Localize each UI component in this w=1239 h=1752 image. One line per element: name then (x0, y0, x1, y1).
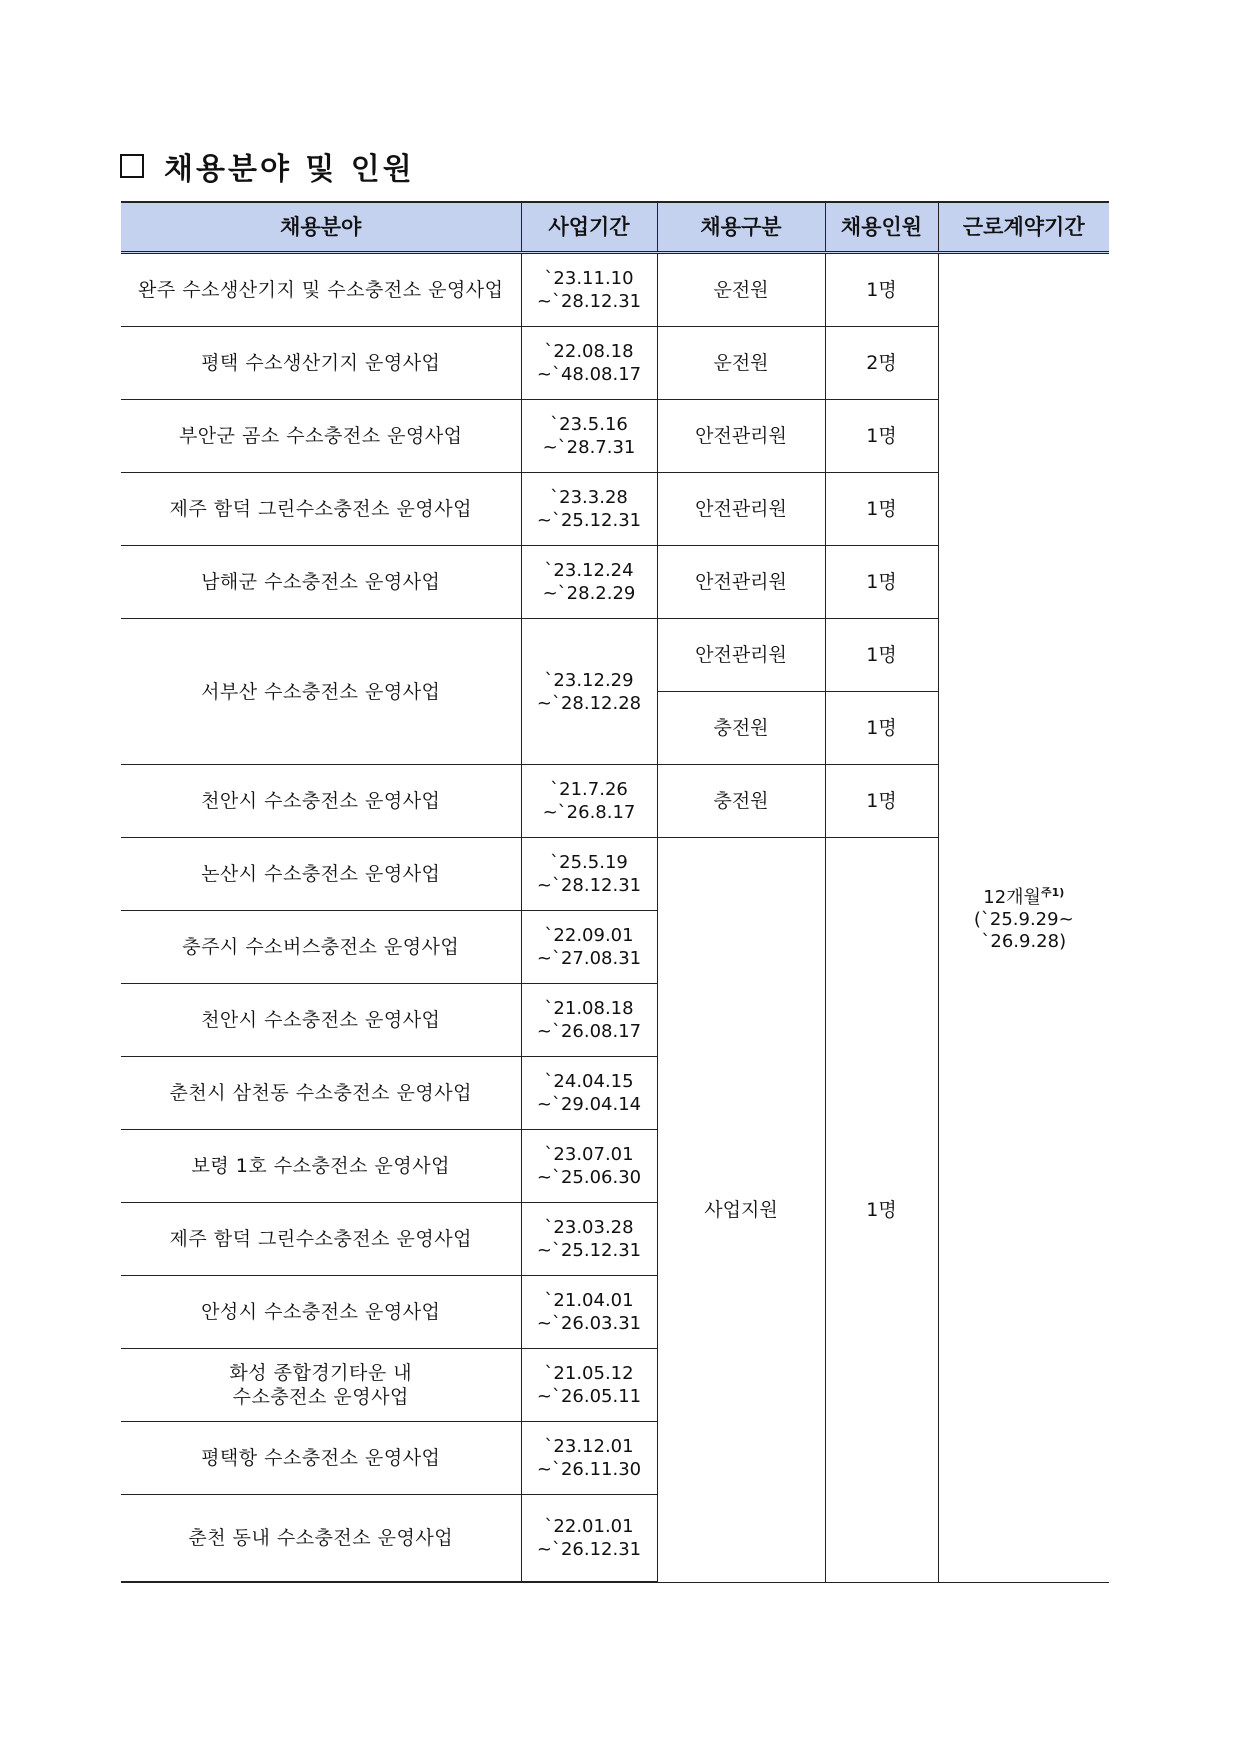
cell-field: 안성시 수소충전소 운영사업 (121, 1276, 521, 1349)
cell-type: 안전관리원 (657, 546, 825, 619)
cell-period: `23.12.29 ~`28.12.28 (521, 619, 657, 765)
cell-field: 화성 종합경기타운 내 수소충전소 운영사업 (121, 1349, 521, 1422)
header-period: 사업기간 (521, 202, 657, 253)
cell-type: 안전관리원 (657, 619, 825, 692)
section-title (120, 144, 415, 188)
cell-field: 천안시 수소충전소 운영사업 (121, 984, 521, 1057)
cell-field: 제주 함덕 그린수소충전소 운영사업 (121, 473, 521, 546)
cell-field: 논산시 수소충전소 운영사업 (121, 838, 521, 911)
cell-count: 1명 (825, 546, 938, 619)
header-contract-term: 근로계약기간 (938, 202, 1109, 253)
cell-field: 평택항 수소충전소 운영사업 (121, 1422, 521, 1495)
cell-period: `21.08.18 ~`26.08.17 (521, 984, 657, 1057)
cell-type: 충전원 (657, 765, 825, 838)
header-count: 채용인원 (825, 202, 938, 253)
cell-count: 2명 (825, 327, 938, 400)
cell-count: 1명 (825, 692, 938, 765)
cell-period: `23.03.28 ~`25.12.31 (521, 1203, 657, 1276)
cell-period: `23.12.24 ~`28.2.29 (521, 546, 657, 619)
cell-period: `21.05.12 ~`26.05.11 (521, 1349, 657, 1422)
cell-type: 운전원 (657, 327, 825, 400)
cell-type: 운전원 (657, 253, 825, 327)
cell-period: `22.09.01 ~`27.08.31 (521, 911, 657, 984)
cell-field: 충주시 수소버스충전소 운영사업 (121, 911, 521, 984)
cell-field: 천안시 수소충전소 운영사업 (121, 765, 521, 838)
cell-field: 평택 수소생산기지 운영사업 (121, 327, 521, 400)
checkbox-square-icon (120, 154, 144, 178)
cell-type-support: 사업지원 (657, 838, 825, 1583)
cell-period: `23.11.10 ~`28.12.31 (521, 253, 657, 327)
cell-type: 안전관리원 (657, 473, 825, 546)
table-header-row (121, 202, 1109, 253)
cell-period: `23.07.01 ~`25.06.30 (521, 1130, 657, 1203)
table-row (121, 253, 1109, 327)
cell-field: 부안군 곰소 수소충전소 운영사업 (121, 400, 521, 473)
cell-count: 1명 (825, 400, 938, 473)
cell-period: `22.01.01 ~`26.12.31 (521, 1495, 657, 1583)
cell-period: `21.04.01 ~`26.03.31 (521, 1276, 657, 1349)
cell-count: 1명 (825, 473, 938, 546)
cell-field: 춘천시 삼천동 수소충전소 운영사업 (121, 1057, 521, 1130)
cell-field: 남해군 수소충전소 운영사업 (121, 546, 521, 619)
cell-field: 춘천 동내 수소충전소 운영사업 (121, 1495, 521, 1583)
cell-field: 제주 함덕 그린수소충전소 운영사업 (121, 1203, 521, 1276)
cell-period: `25.5.19 ~`28.12.31 (521, 838, 657, 911)
cell-field: 완주 수소생산기지 및 수소충전소 운영사업 (121, 253, 521, 327)
cell-period: `23.3.28 ~`25.12.31 (521, 473, 657, 546)
cell-count: 1명 (825, 765, 938, 838)
recruitment-table (121, 201, 1109, 1583)
cell-count: 1명 (825, 619, 938, 692)
header-type: 채용구분 (657, 202, 825, 253)
cell-count-support: 1명 (825, 838, 938, 1583)
cell-field: 서부산 수소충전소 운영사업 (121, 619, 521, 765)
header-field: 채용분야 (121, 202, 521, 253)
cell-period: `23.5.16 ~`28.7.31 (521, 400, 657, 473)
section-title-text: 채용분야 및 인원 (164, 152, 415, 187)
cell-type: 안전관리원 (657, 400, 825, 473)
cell-period: `22.08.18 ~`48.08.17 (521, 327, 657, 400)
cell-period: `24.04.15 ~`29.04.14 (521, 1057, 657, 1130)
cell-contract-term: 12개월$^{주1)}$ (`25.9.29~ `26.9.28) (938, 253, 1109, 1583)
cell-type: 충전원 (657, 692, 825, 765)
cell-period: `23.12.01 ~`26.11.30 (521, 1422, 657, 1495)
cell-count: 1명 (825, 253, 938, 327)
cell-field: 보령 1호 수소충전소 운영사업 (121, 1130, 521, 1203)
cell-period: `21.7.26 ~`26.8.17 (521, 765, 657, 838)
